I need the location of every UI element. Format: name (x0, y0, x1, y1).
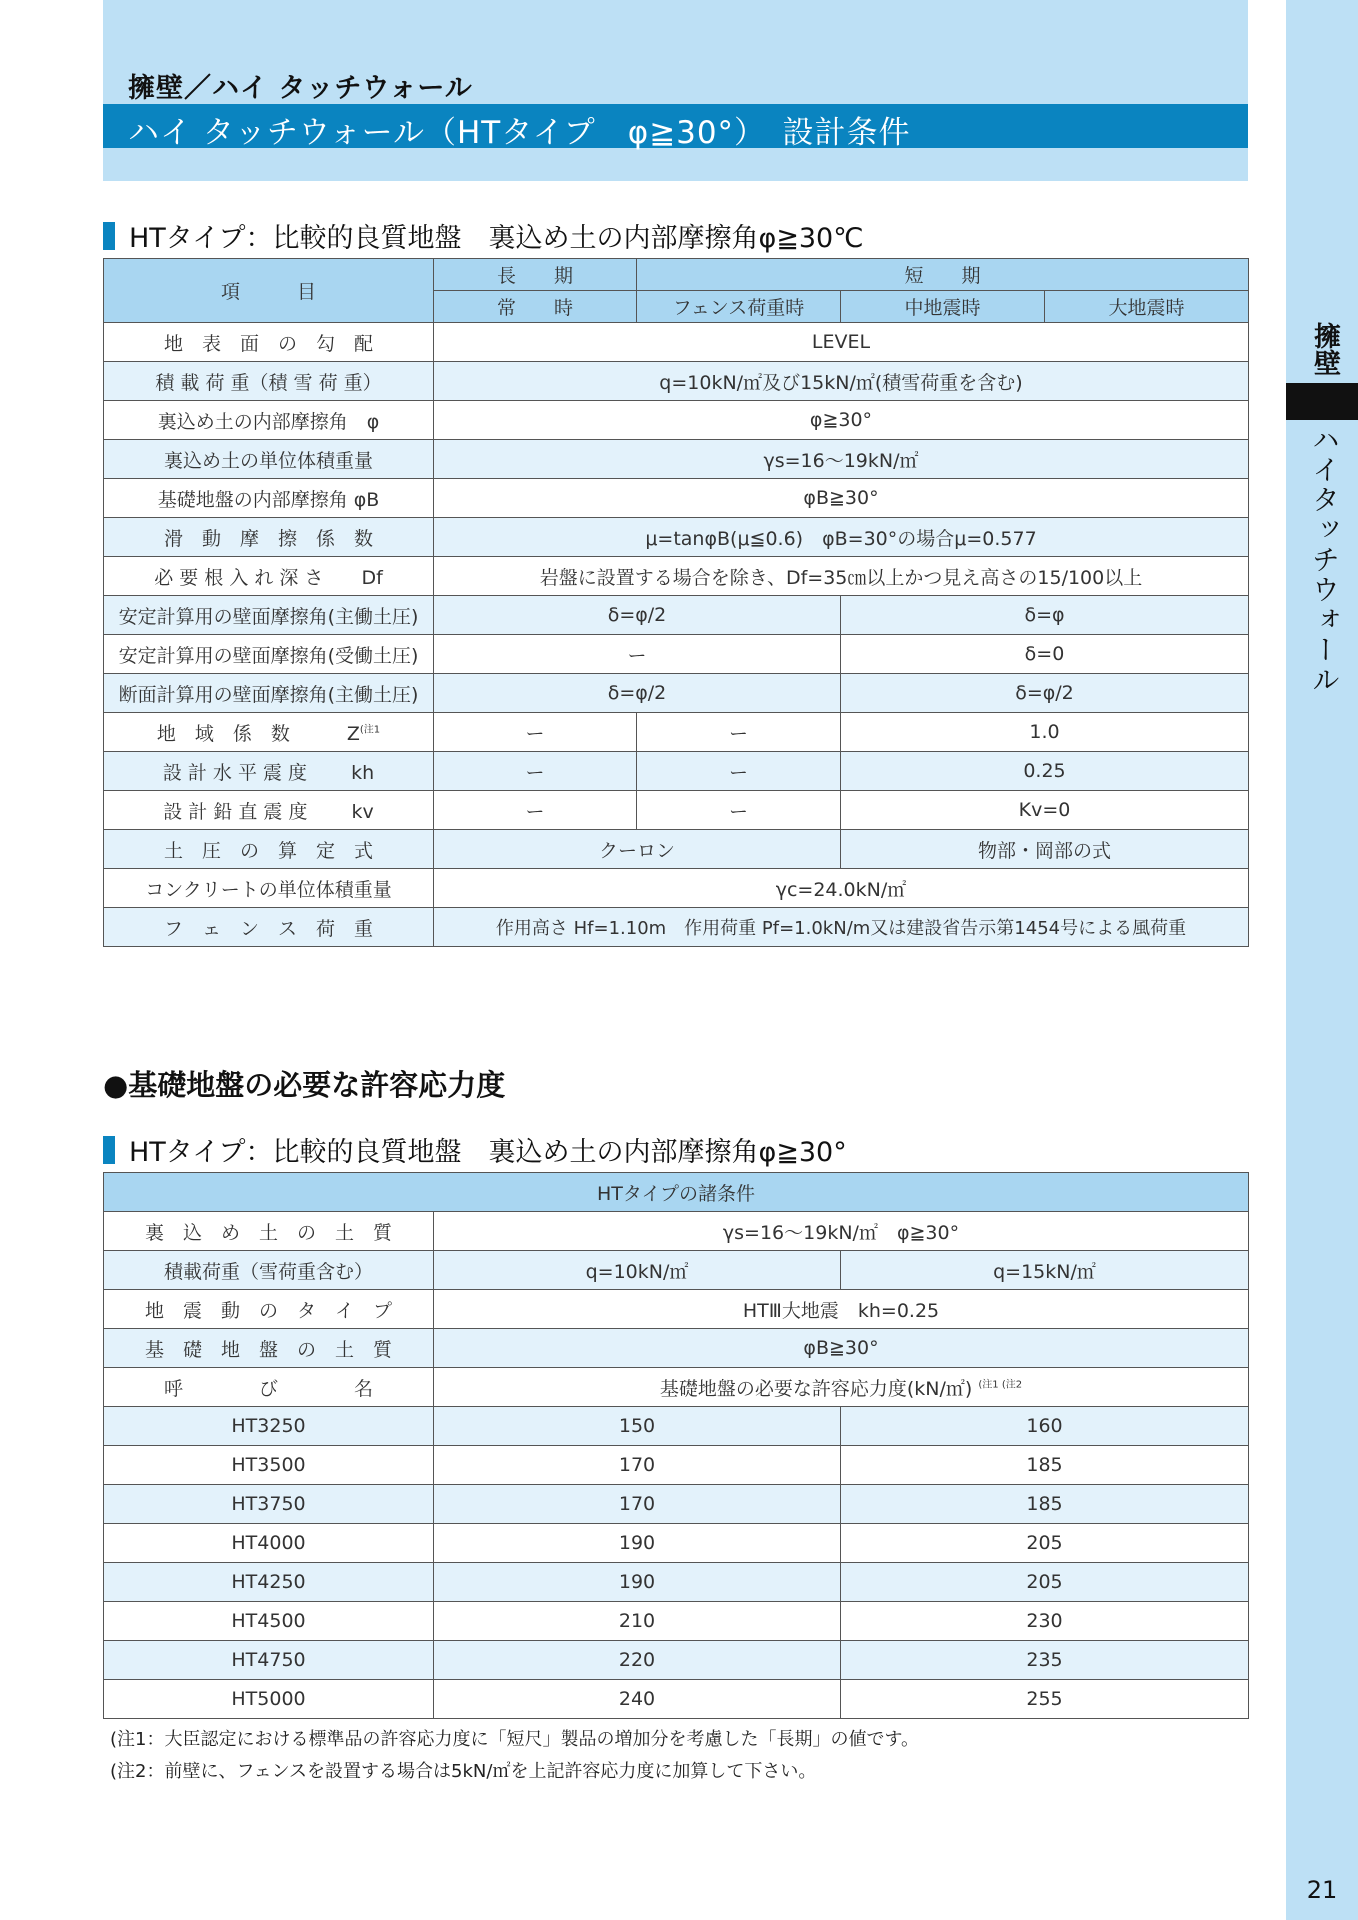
footnote-1: (注1：大臣認定における標準品の許容応力度に「短尺」製品の増加分を考慮した「長期」の値です。 (110, 1729, 920, 1750)
row-label: 基 礎 地 盤 の 土 質 (104, 1329, 434, 1368)
model-name: HT4000 (104, 1524, 434, 1563)
table-row (104, 1173, 1249, 1212)
capacity-q10: 190 (434, 1524, 841, 1563)
row-label: 断面計算用の壁面摩擦角(主働土圧) (104, 674, 434, 713)
row-label: 安定計算用の壁面摩擦角(受働土圧) (104, 635, 434, 674)
table-row (104, 323, 1249, 362)
model-name: HT4750 (104, 1641, 434, 1680)
header-mid-eq: 中地震時 (841, 291, 1045, 323)
design-conditions-table (103, 258, 1249, 947)
table-row (104, 1563, 1249, 1602)
row-value-short: 物部・岡部の式 (841, 830, 1249, 869)
row-label-text: 地 域 係 数 Z (156, 722, 360, 745)
row-label: 裏 込 め 土 の 土 質 (104, 1212, 434, 1251)
row-value: φ≧30° (434, 401, 1249, 440)
row-value-eq: 1.0 (841, 713, 1249, 752)
table-row (104, 1641, 1249, 1680)
section-heading-bearing (103, 1130, 847, 1169)
capacity-q15: 235 (841, 1641, 1249, 1680)
table-row (104, 1212, 1249, 1251)
side-tab-marker (1286, 383, 1358, 420)
table-row (104, 908, 1249, 947)
header-item: 項 目 (104, 259, 434, 323)
model-name: HT5000 (104, 1680, 434, 1719)
capacity-q10: 170 (434, 1485, 841, 1524)
row-label: 土 圧 の 算 定 式 (104, 830, 434, 869)
section-title-bearing-capacity: ●基礎地盤の必要な許容応力度 (103, 1068, 506, 1102)
header-short-term: 短 期 (637, 259, 1249, 291)
row-value: φB≧30° (434, 1329, 1249, 1368)
capacity-q10: 150 (434, 1407, 841, 1446)
row-value: 岩盤に設置する場合を除き、Df=35㎝以上かつ見え高さの15/100以上 (434, 557, 1249, 596)
table-row (104, 791, 1249, 830)
row-value-short: δ=0 (841, 635, 1249, 674)
heading-marker (103, 222, 115, 250)
table-row (104, 401, 1249, 440)
table-row (104, 674, 1249, 713)
row-value: 作用高さ Hf=1.10m 作用荷重 Pf=1.0kN/m又は建設省告示第1454号による風荷重 (434, 908, 1249, 947)
row-label: 地 震 動 の タ イ プ (104, 1290, 434, 1329)
row-value: γc=24.0kN/㎡ (434, 869, 1249, 908)
table-row (104, 1485, 1249, 1524)
model-rows (104, 1407, 1249, 1719)
model-name: HT3500 (104, 1446, 434, 1485)
row-label: フ ェ ン ス 荷 重 (104, 908, 434, 947)
table-row (104, 1368, 1249, 1407)
row-value-eq: Kv=0 (841, 791, 1249, 830)
row-value: μ=tanφB(μ≦0.6) φB=30°の場合μ=0.577 (434, 518, 1249, 557)
capacity-q15: 185 (841, 1485, 1249, 1524)
table-row (104, 869, 1249, 908)
row-label: 安定計算用の壁面摩擦角(主働土圧) (104, 596, 434, 635)
row-value-fence: ー (637, 791, 841, 830)
row-value-long: ー (434, 635, 841, 674)
table-row (104, 362, 1249, 401)
side-tab-category: 擁壁 (1309, 322, 1340, 376)
row-label: 積 載 荷 重（積 雪 荷 重） (104, 362, 434, 401)
heading-marker (103, 1136, 115, 1164)
row-value-fence: ー (637, 752, 841, 791)
side-tab-product: ハイタッチウォール (1308, 425, 1341, 695)
row-value-b: q=15kN/㎡ (841, 1251, 1249, 1290)
row-value-normal: ー (434, 752, 637, 791)
bearing-capacity-table (103, 1172, 1249, 1719)
note-ref: (注1 (359, 724, 381, 736)
header-long-term: 長 期 (434, 259, 637, 291)
capacity-q15: 185 (841, 1446, 1249, 1485)
footnote-2: (注2：前壁に、フェンスを設置する場合は5kN/㎡を上記許容応力度に加算して下さい。 (110, 1761, 817, 1782)
row-value (434, 1368, 1249, 1407)
capacity-q10: 220 (434, 1641, 841, 1680)
row-label: 設 計 鉛 直 震 度 kv (104, 791, 434, 830)
table-row (104, 752, 1249, 791)
row-value-normal: ー (434, 791, 637, 830)
table-row (104, 1407, 1249, 1446)
capacity-q15: 160 (841, 1407, 1249, 1446)
row-value: γs=16～19kN/㎡ φ≧30° (434, 1212, 1249, 1251)
note-ref: (注1 (注2 (978, 1379, 1023, 1391)
capacity-q15: 230 (841, 1602, 1249, 1641)
row-label: 積載荷重（雪荷重含む） (104, 1251, 434, 1290)
row-label: 裏込め土の単位体積重量 (104, 440, 434, 479)
table-row (104, 1251, 1249, 1290)
table-row (104, 1446, 1249, 1485)
header-normal: 常 時 (434, 291, 637, 323)
table-row (104, 1524, 1249, 1563)
row-value-a: q=10kN/㎡ (434, 1251, 841, 1290)
row-value: HTⅢ大地震 kh=0.25 (434, 1290, 1249, 1329)
row-label: 地 表 面 の 勾 配 (104, 323, 434, 362)
row-label: 設 計 水 平 震 度 kh (104, 752, 434, 791)
section-heading-design-conditions (103, 216, 864, 255)
row-label: 必 要 根 入 れ 深 さ Df (104, 557, 434, 596)
row-value-fence: ー (637, 713, 841, 752)
capacity-q10: 190 (434, 1563, 841, 1602)
side-tab-strip (1286, 0, 1358, 1920)
header-fence: フェンス荷重時 (637, 291, 841, 323)
table-row (104, 479, 1249, 518)
table-row (104, 1602, 1249, 1641)
row-label: 呼 び 名 (104, 1368, 434, 1407)
table-row (104, 557, 1249, 596)
row-value-text: 基礎地盤の必要な許容応力度(kN/㎡) (659, 1377, 973, 1400)
table-row (104, 1290, 1249, 1329)
model-name: HT3250 (104, 1407, 434, 1446)
row-value-short: δ=φ/2 (841, 674, 1249, 713)
row-value: LEVEL (434, 323, 1249, 362)
row-value-normal: ー (434, 713, 637, 752)
table-row (104, 713, 1249, 752)
table-row (104, 1329, 1249, 1368)
row-label (104, 713, 434, 752)
page-number: 21 (1306, 1876, 1338, 1904)
table-row (104, 596, 1249, 635)
row-value: φB≧30° (434, 479, 1249, 518)
section-heading-text: HTタイプ：比較的良質地盤 裏込め土の内部摩擦角φ≧30℃ (129, 223, 864, 254)
row-label: コンクリートの単位体積重量 (104, 869, 434, 908)
row-value-long: δ=φ/2 (434, 596, 841, 635)
capacity-q15: 255 (841, 1680, 1249, 1719)
table-row (104, 259, 1249, 291)
row-label: 基礎地盤の内部摩擦角 φB (104, 479, 434, 518)
model-name: HT4500 (104, 1602, 434, 1641)
table-row (104, 440, 1249, 479)
table-row (104, 635, 1249, 674)
capacity-q10: 210 (434, 1602, 841, 1641)
capacity-q10: 170 (434, 1446, 841, 1485)
conditions-title: HTタイプの諸条件 (104, 1173, 1249, 1212)
model-name: HT3750 (104, 1485, 434, 1524)
row-label: 裏込め土の内部摩擦角 φ (104, 401, 434, 440)
model-name: HT4250 (104, 1563, 434, 1602)
page-title: ハイ タッチウォール（HTタイプ φ≧30°） 設計条件 (128, 115, 911, 151)
table-row (104, 830, 1249, 869)
row-value: γs=16～19kN/㎡ (434, 440, 1249, 479)
header-large-eq: 大地震時 (1045, 291, 1249, 323)
capacity-q15: 205 (841, 1563, 1249, 1602)
section-heading-text: HTタイプ：比較的良質地盤 裏込め土の内部摩擦角φ≧30° (129, 1137, 847, 1168)
row-value-long: クーロン (434, 830, 841, 869)
capacity-q10: 240 (434, 1680, 841, 1719)
table-row (104, 1680, 1249, 1719)
row-label: 滑 動 摩 擦 係 数 (104, 518, 434, 557)
row-value-long: δ=φ/2 (434, 674, 841, 713)
table-row (104, 518, 1249, 557)
row-value-eq: 0.25 (841, 752, 1249, 791)
row-value: q=10kN/㎡及び15kN/㎡(積雪荷重を含む) (434, 362, 1249, 401)
row-value-short: δ=φ (841, 596, 1249, 635)
capacity-q15: 205 (841, 1524, 1249, 1563)
page-subtitle: 擁壁／ハイ タッチウォール (128, 73, 473, 104)
